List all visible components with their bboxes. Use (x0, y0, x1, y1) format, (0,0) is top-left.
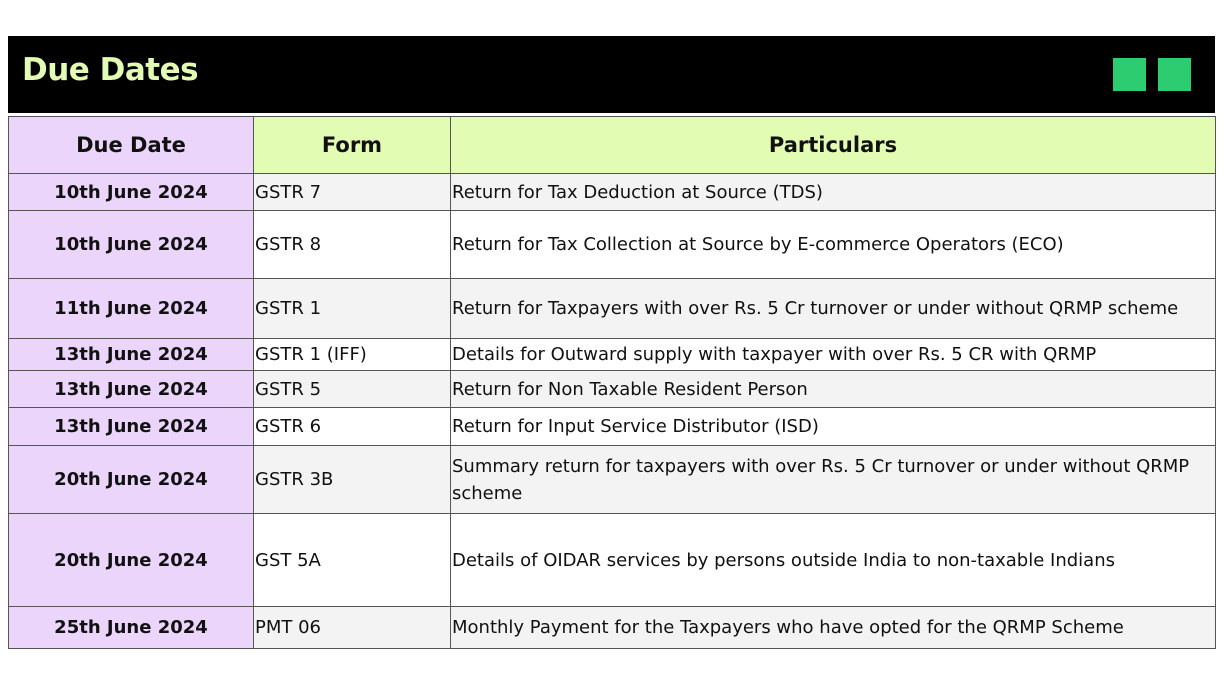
due-date-cell: 13th June 2024 (9, 339, 254, 371)
particulars-cell: Return for Tax Collection at Source by E-commerce Operators (ECO) (451, 211, 1216, 279)
particulars-cell: Return for Taxpayers with over Rs. 5 Cr turnover or under without QRMP scheme (451, 279, 1216, 339)
due-date-cell: 20th June 2024 (9, 446, 254, 514)
particulars-cell: Details for Outward supply with taxpayer with over Rs. 5 CR with QRMP (451, 339, 1216, 371)
column-header-form: Form (254, 117, 451, 174)
form-cell: GSTR 6 (254, 408, 451, 446)
due-date-cell: 25th June 2024 (9, 607, 254, 649)
decorative-square (1158, 58, 1191, 91)
table-row (9, 371, 1216, 408)
due-date-cell: 10th June 2024 (9, 174, 254, 211)
table-row (9, 514, 1216, 607)
form-cell: PMT 06 (254, 607, 451, 649)
form-cell: GSTR 7 (254, 174, 451, 211)
particulars-cell: Return for Tax Deduction at Source (TDS) (451, 174, 1216, 211)
form-cell: GSTR 3B (254, 446, 451, 514)
due-date-cell: 10th June 2024 (9, 211, 254, 279)
due-date-cell: 11th June 2024 (9, 279, 254, 339)
particulars-cell: Summary return for taxpayers with over Rs. 5 Cr turnover or under without QRMP scheme (451, 446, 1216, 514)
form-cell: GSTR 8 (254, 211, 451, 279)
header-bar (8, 36, 1215, 113)
table-row (9, 339, 1216, 371)
column-header-due-date: Due Date (9, 117, 254, 174)
particulars-cell: Return for Non Taxable Resident Person (451, 371, 1216, 408)
table-row (9, 446, 1216, 514)
page-title: Due Dates (22, 52, 199, 88)
due-dates-table (8, 116, 1216, 649)
particulars-cell: Monthly Payment for the Taxpayers who have opted for the QRMP Scheme (451, 607, 1216, 649)
due-date-cell: 13th June 2024 (9, 408, 254, 446)
form-cell: GSTR 5 (254, 371, 451, 408)
table-row (9, 279, 1216, 339)
form-cell: GSTR 1 (254, 279, 451, 339)
due-date-cell: 20th June 2024 (9, 514, 254, 607)
table-row (9, 607, 1216, 649)
table-header-row (9, 117, 1216, 174)
table-row (9, 211, 1216, 279)
table-row (9, 174, 1216, 211)
particulars-cell: Return for Input Service Distributor (ISD) (451, 408, 1216, 446)
table-row (9, 408, 1216, 446)
column-header-particulars: Particulars (451, 117, 1216, 174)
particulars-cell: Details of OIDAR services by persons outside India to non-taxable Indians (451, 514, 1216, 607)
due-date-cell: 13th June 2024 (9, 371, 254, 408)
form-cell: GSTR 1 (IFF) (254, 339, 451, 371)
decorative-square (1113, 58, 1146, 91)
form-cell: GST 5A (254, 514, 451, 607)
